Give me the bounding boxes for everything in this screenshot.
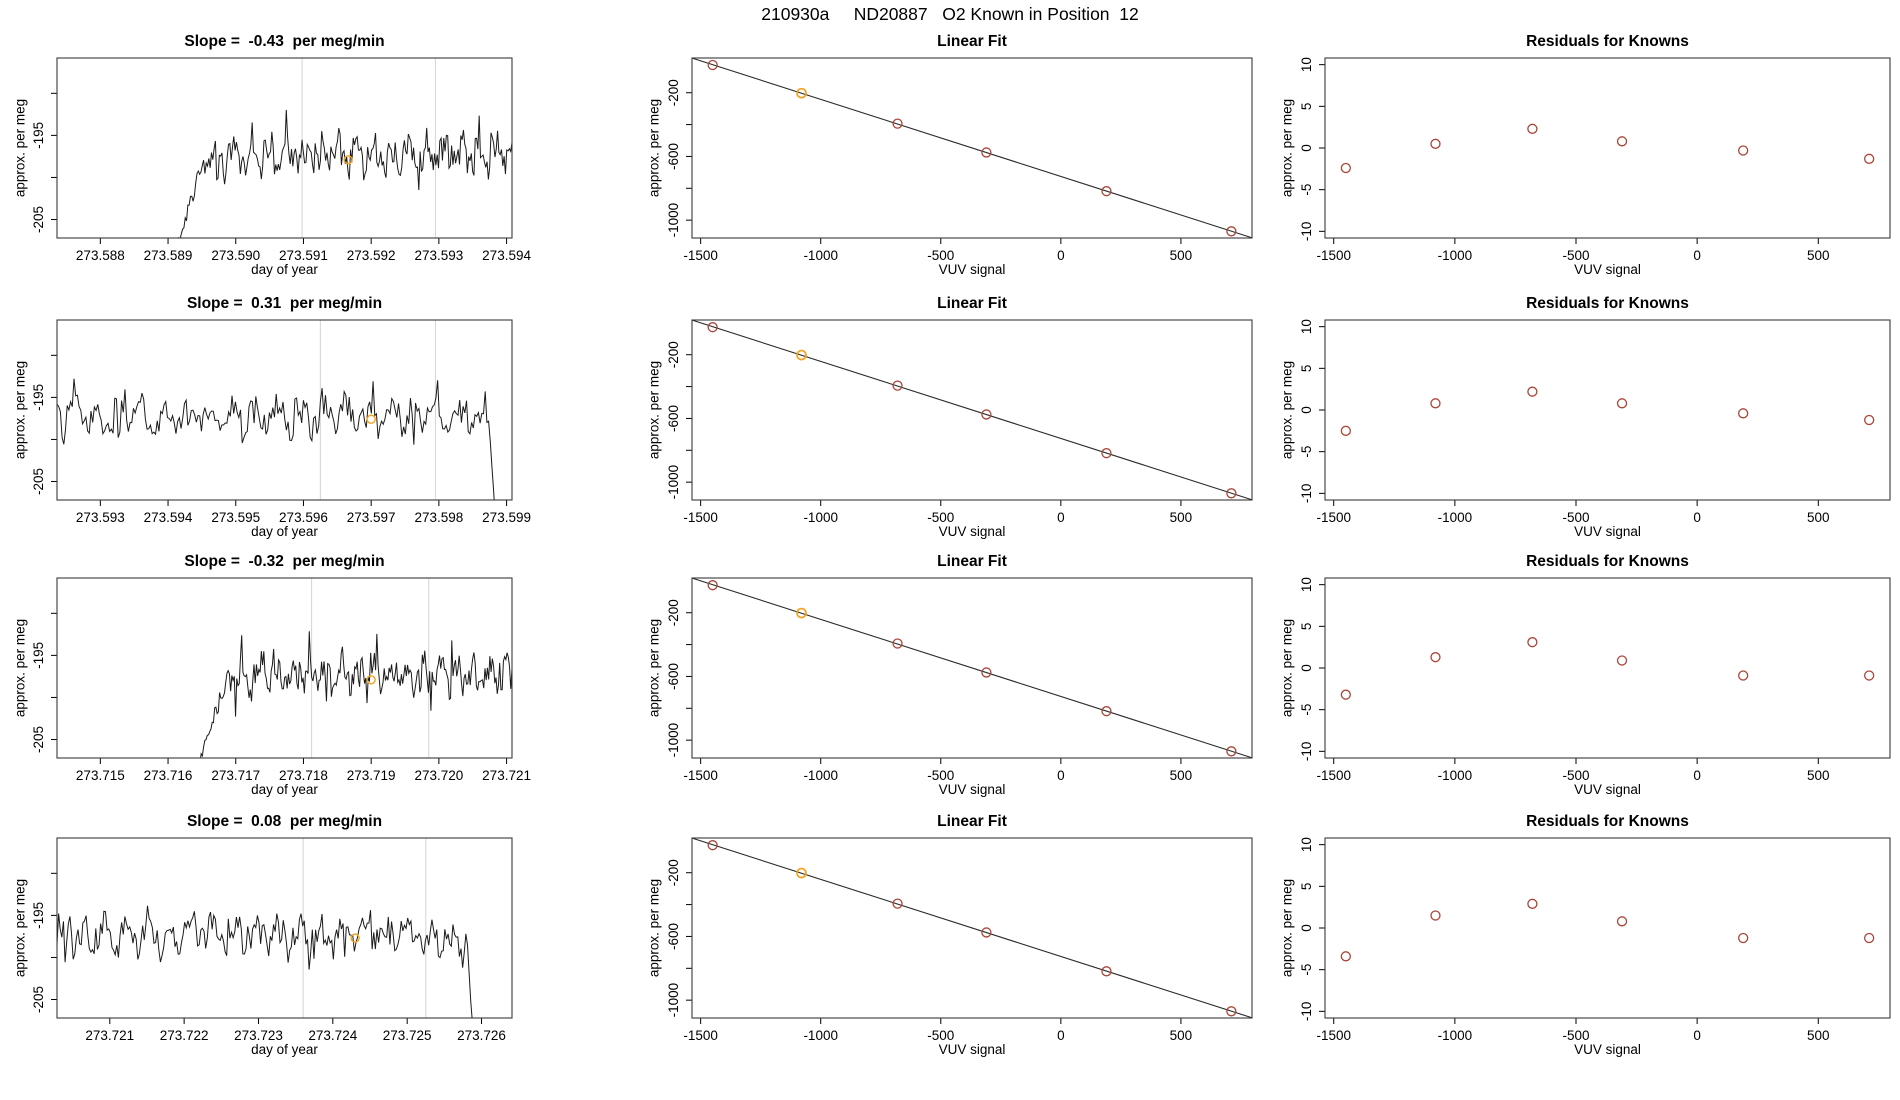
x-tick-label: 273.716 [143, 768, 193, 783]
x-tick-label: -500 [927, 248, 955, 263]
x-tick-label: 500 [1169, 248, 1193, 263]
residual-point [1865, 416, 1874, 425]
y-tick-label: 5 [1299, 102, 1314, 111]
linear-fit-xlabel: VUV signal [938, 1042, 1006, 1057]
linear-fit-ylabel: approx. per meg [646, 618, 662, 718]
x-tick-label: -500 [927, 768, 955, 783]
page-title: 210930a ND20887 O2 Known in Position 12 [761, 4, 1139, 24]
highlighted-window-marker [367, 415, 375, 423]
linear-fit-ylabel: approx. per meg [646, 98, 662, 198]
residuals-xlabel: VUV signal [1574, 524, 1641, 539]
x-ticks [85, 1018, 506, 1043]
x-tick-label: -1000 [803, 248, 838, 263]
y-tick-label: -600 [666, 142, 681, 170]
residual-point [1528, 124, 1537, 133]
y-tick-label: -10 [1299, 483, 1314, 504]
y-tick-label: -205 [31, 205, 46, 234]
residuals-title: Residuals for Knowns [1526, 295, 1689, 312]
timeseries-title: Slope = -0.32 per meg/min [184, 553, 385, 570]
x-ticks [683, 758, 1192, 783]
x-tick-label: -500 [927, 1028, 955, 1043]
residuals-title: Residuals for Knowns [1526, 813, 1689, 830]
plot-frame [1325, 320, 1890, 500]
y-tick-label: -10 [1299, 221, 1314, 242]
y-ticks [1299, 319, 1325, 503]
x-tick-label: 273.726 [457, 1028, 506, 1043]
x-tick-label: 273.719 [346, 768, 396, 783]
y-tick-label: -10 [1299, 1001, 1314, 1022]
residual-point [1739, 671, 1748, 680]
fit-line [692, 838, 1252, 1018]
y-ticks [31, 93, 57, 233]
y-tick-label: -600 [666, 922, 681, 950]
residuals-xlabel: VUV signal [1574, 1042, 1641, 1057]
y-tick-label: -1000 [666, 982, 681, 1018]
residual-point [1341, 426, 1350, 435]
x-tick-label: 0 [1693, 1028, 1701, 1043]
x-tick-label: 273.722 [159, 1028, 209, 1043]
x-tick-label: -500 [1562, 1028, 1590, 1043]
x-ticks [683, 500, 1192, 525]
x-tick-label: 0 [1057, 1028, 1065, 1043]
residual-point [1341, 164, 1350, 173]
residual-point [1618, 917, 1627, 926]
x-ticks [76, 238, 532, 263]
residuals-title: Residuals for Knowns [1526, 553, 1689, 570]
fit-line [692, 320, 1252, 500]
timeseries-title: Slope = 0.31 per meg/min [186, 295, 383, 312]
x-tick-label: 500 [1807, 1028, 1830, 1043]
x-tick-label: 273.723 [234, 1028, 283, 1043]
signal-trace [172, 110, 512, 260]
x-tick-label: -1500 [683, 768, 718, 783]
y-tick-label: -205 [31, 985, 46, 1014]
x-tick-label: -1000 [803, 768, 838, 783]
timeseries-plot-area [172, 58, 512, 260]
residual-point [1739, 934, 1748, 943]
linear-fit-title: Linear Fit [937, 553, 1007, 570]
y-tick-label: 0 [1299, 924, 1314, 932]
y-tick-label: -600 [666, 662, 681, 690]
x-tick-label: -1000 [803, 510, 838, 525]
y-tick-label: -1000 [666, 202, 681, 238]
y-ticks [666, 79, 692, 237]
y-tick-label: 10 [1299, 319, 1314, 335]
x-ticks [1316, 1018, 1829, 1043]
x-tick-label: 273.590 [211, 248, 261, 263]
y-ticks [666, 341, 692, 499]
linear-fit-ylabel: approx. per meg [646, 878, 662, 978]
x-ticks [76, 758, 531, 783]
residual-point [1739, 409, 1748, 418]
x-tick-label: 500 [1169, 768, 1193, 783]
residual-point [1431, 911, 1440, 920]
residual-point [1528, 638, 1537, 647]
linear-fit-xlabel: VUV signal [938, 262, 1006, 277]
x-tick-label: 273.596 [279, 510, 328, 525]
timeseries-xlabel: day of year [251, 782, 318, 797]
x-tick-label: 500 [1169, 1028, 1193, 1043]
timeseries-title: Slope = -0.43 per meg/min [184, 33, 385, 50]
linear-fit-xlabel: VUV signal [938, 782, 1006, 797]
linear-fit-title: Linear Fit [937, 33, 1007, 50]
residual-point [1739, 146, 1748, 155]
y-tick-label: 5 [1299, 882, 1314, 891]
y-tick-label: 0 [1299, 406, 1314, 414]
x-tick-label: 273.594 [482, 248, 531, 263]
x-tick-label: -1000 [803, 1028, 838, 1043]
y-tick-label: 0 [1299, 144, 1314, 152]
y-ticks [31, 873, 57, 1013]
x-tick-label: -1500 [683, 510, 718, 525]
x-tick-label: -1000 [1437, 248, 1473, 263]
residuals-ylabel: approx. per meg [1279, 878, 1295, 978]
residual-point [1528, 899, 1537, 908]
y-tick-label: -205 [31, 467, 46, 496]
residual-point [1341, 690, 1350, 699]
x-tick-label: 273.721 [85, 1028, 135, 1043]
residuals-xlabel: VUV signal [1574, 782, 1641, 797]
x-tick-label: 0 [1693, 768, 1701, 783]
y-tick-label: -195 [31, 641, 46, 669]
x-ticks [1316, 758, 1829, 783]
y-tick-label: -200 [666, 79, 681, 107]
x-tick-label: 0 [1057, 768, 1065, 783]
residual-point [1618, 399, 1627, 408]
x-tick-label: 273.597 [346, 510, 396, 525]
residual-point [1865, 934, 1874, 943]
y-tick-label: -5 [1299, 963, 1314, 976]
residuals-ylabel: approx. per meg [1279, 98, 1295, 198]
residuals-xlabel: VUV signal [1574, 262, 1641, 277]
x-ticks [683, 1018, 1192, 1043]
y-tick-label: 10 [1299, 577, 1314, 593]
plot-frame [57, 578, 512, 758]
x-tick-label: -1000 [1437, 768, 1473, 783]
fit-line [692, 58, 1252, 238]
x-ticks [1316, 238, 1829, 263]
x-tick-label: 273.592 [346, 248, 396, 263]
y-tick-label: -195 [31, 121, 46, 149]
y-ticks [1299, 837, 1325, 1021]
x-tick-label: 273.598 [414, 510, 464, 525]
x-tick-label: 273.591 [279, 248, 328, 263]
timeseries-plot-area [194, 578, 512, 780]
y-ticks [666, 599, 692, 757]
y-tick-label: 5 [1299, 364, 1314, 373]
plot-frame [1325, 58, 1890, 238]
x-tick-label: 273.718 [279, 768, 328, 783]
residuals-ylabel: approx. per meg [1279, 360, 1295, 460]
x-tick-label: -500 [1562, 510, 1590, 525]
y-tick-label: -5 [1299, 183, 1314, 196]
y-tick-label: -5 [1299, 445, 1314, 458]
y-tick-label: -1000 [666, 464, 681, 500]
residual-point [1865, 154, 1874, 163]
y-ticks [1299, 577, 1325, 761]
x-tick-label: -1500 [1316, 248, 1351, 263]
x-tick-label: 500 [1807, 768, 1830, 783]
residuals-title: Residuals for Knowns [1526, 33, 1689, 50]
x-tick-label: 0 [1057, 248, 1065, 263]
y-ticks [1299, 57, 1325, 241]
x-tick-label: -500 [1562, 248, 1590, 263]
timeseries-title: Slope = 0.08 per meg/min [186, 813, 383, 830]
y-tick-label: -195 [31, 383, 46, 411]
fit-line [692, 578, 1252, 758]
y-tick-label: -200 [666, 341, 681, 369]
plot-frame [57, 320, 512, 500]
timeseries-xlabel: day of year [251, 1042, 318, 1057]
y-tick-label: -1000 [666, 722, 681, 758]
x-tick-label: -500 [927, 510, 955, 525]
residual-point [1431, 653, 1440, 662]
x-ticks [683, 238, 1192, 263]
x-tick-label: 273.589 [143, 248, 193, 263]
x-tick-label: -500 [1562, 768, 1590, 783]
x-tick-label: -1500 [1316, 510, 1351, 525]
x-tick-label: -1500 [1316, 1028, 1351, 1043]
y-tick-label: 0 [1299, 664, 1314, 672]
y-tick-label: 5 [1299, 622, 1314, 631]
x-ticks [1316, 500, 1829, 525]
y-tick-label: 10 [1299, 57, 1314, 73]
residual-point [1618, 656, 1627, 665]
x-tick-label: -1500 [683, 1028, 718, 1043]
residual-point [1618, 137, 1627, 146]
plot-frame [1325, 578, 1890, 758]
residual-point [1431, 399, 1440, 408]
x-tick-label: 273.599 [482, 510, 531, 525]
x-tick-label: -1500 [1316, 768, 1351, 783]
x-tick-label: 0 [1057, 510, 1065, 525]
x-tick-label: 273.720 [414, 768, 464, 783]
x-ticks [76, 500, 531, 525]
y-tick-label: 10 [1299, 837, 1314, 853]
y-tick-label: -195 [31, 901, 46, 929]
y-tick-label: -205 [31, 725, 46, 754]
linear-fit-title: Linear Fit [937, 295, 1007, 312]
y-tick-label: -5 [1299, 703, 1314, 716]
residual-point [1865, 671, 1874, 680]
y-tick-label: -600 [666, 404, 681, 432]
residuals-ylabel: approx. per meg [1279, 618, 1295, 718]
x-tick-label: 273.593 [75, 510, 125, 525]
x-tick-label: 273.588 [75, 248, 125, 263]
x-tick-label: 273.593 [414, 248, 464, 263]
y-ticks [31, 355, 57, 495]
x-tick-label: 273.594 [143, 510, 193, 525]
residual-point [1431, 139, 1440, 148]
plot-frame [57, 58, 512, 238]
x-tick-label: 273.595 [211, 510, 261, 525]
linear-fit-ylabel: approx. per meg [646, 360, 662, 460]
timeseries-ylabel: approx. per meg [12, 618, 28, 718]
highlighted-window-marker [351, 934, 359, 942]
y-ticks [666, 859, 692, 1017]
residual-point [1528, 387, 1537, 396]
y-tick-label: -200 [666, 599, 681, 627]
x-tick-label: 273.724 [308, 1028, 358, 1043]
y-ticks [31, 613, 57, 753]
y-tick-label: -200 [666, 859, 681, 887]
x-tick-label: -1000 [1437, 1028, 1473, 1043]
timeseries-ylabel: approx. per meg [12, 360, 28, 460]
timeseries-xlabel: day of year [251, 262, 318, 277]
plot-frame [1325, 838, 1890, 1018]
x-tick-label: 500 [1807, 248, 1830, 263]
x-tick-label: 0 [1693, 248, 1701, 263]
linear-fit-title: Linear Fit [937, 813, 1007, 830]
x-tick-label: 500 [1807, 510, 1830, 525]
linear-fit-xlabel: VUV signal [938, 524, 1006, 539]
timeseries-ylabel: approx. per meg [12, 878, 28, 978]
x-tick-label: 273.715 [75, 768, 125, 783]
x-tick-label: 0 [1693, 510, 1701, 525]
timeseries-ylabel: approx. per meg [12, 98, 28, 198]
x-tick-label: 273.725 [382, 1028, 432, 1043]
x-tick-label: -1000 [1437, 510, 1473, 525]
x-tick-label: 273.721 [482, 768, 531, 783]
x-tick-label: 273.717 [211, 768, 261, 783]
residual-point [1341, 952, 1350, 961]
x-tick-label: 500 [1169, 510, 1193, 525]
x-tick-label: -1500 [683, 248, 718, 263]
timeseries-xlabel: day of year [251, 524, 318, 539]
y-tick-label: -10 [1299, 741, 1314, 762]
